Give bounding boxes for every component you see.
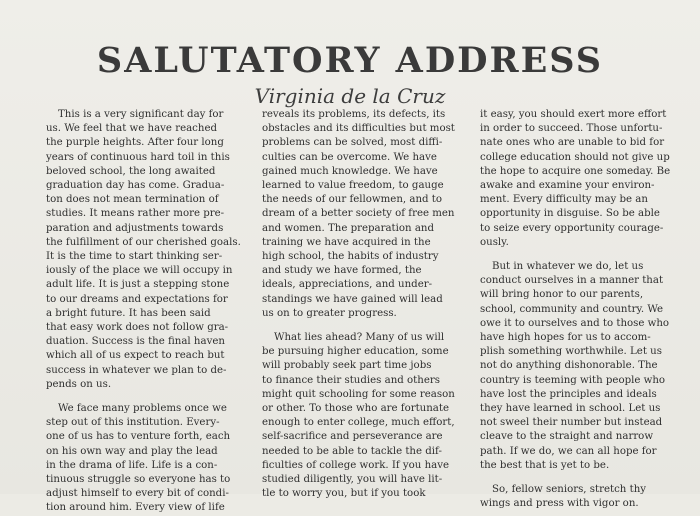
text-line: dream of a better society of free men xyxy=(262,208,455,220)
text-line: not sweel their number but instead xyxy=(480,417,663,429)
text-line: opportunity in disguise. So be able xyxy=(480,208,660,220)
text-line: that easy work does not follow gra- xyxy=(46,322,229,334)
text-line: to seize every opportunity courage- xyxy=(480,222,664,234)
text-line: us. We feel that we have reached xyxy=(46,123,217,135)
text-line: on his own way and play the lead xyxy=(46,445,218,457)
text-line: ideals, appreciations, and under- xyxy=(262,279,433,291)
text-line: will probably seek part time jobs xyxy=(262,360,432,372)
text-line: the hope to acquire one someday. Be xyxy=(480,165,671,177)
text-column-1 xyxy=(46,108,246,516)
text-line: So, fellow seniors, stretch thy xyxy=(492,484,647,496)
text-line: wings and press with vigor on. xyxy=(480,498,639,510)
text-line: self-sacrifice and perseverance are xyxy=(262,431,443,443)
text-line: studies. It means rather more pre- xyxy=(46,208,225,220)
text-line: standings we have gained will lead xyxy=(262,293,443,305)
text-column-3 xyxy=(480,108,680,511)
page-title: SALUTATORY ADDRESS xyxy=(96,40,604,81)
text-line: which all of us expect to reach but xyxy=(46,350,225,362)
text-line: step out of this institution. Every- xyxy=(46,417,220,429)
text-line: beloved school, the long awaited xyxy=(46,165,216,177)
text-line: not do anything dishonorable. The xyxy=(480,360,658,372)
text-line: studied diligently, you will have lit- xyxy=(262,474,443,486)
text-line: needed to be able to tackle the dif- xyxy=(262,445,442,457)
text-line: or other. To those who are fortunate xyxy=(262,403,449,415)
text-line: they have learned in school. Let us xyxy=(480,403,661,415)
text-line: adjust himself to every bit of condi- xyxy=(46,488,229,500)
paragraph-break xyxy=(480,250,680,260)
text-line: the best that is yet to be. xyxy=(480,459,610,471)
text-line: culties can be overcome. We have xyxy=(262,151,437,163)
text-line: will bring honor to our parents, xyxy=(480,289,644,301)
text-line: pends on us. xyxy=(46,378,112,390)
paragraph-break xyxy=(46,392,246,402)
text-line: graduation day has come. Gradua- xyxy=(46,180,225,192)
text-line: country is teeming with people who xyxy=(480,374,666,386)
text-line: enough to enter college, much effort, xyxy=(262,417,455,429)
text-line: duation. Success is the final haven xyxy=(46,336,225,348)
text-line: might quit schooling for some reason xyxy=(262,388,455,400)
text-line: obstacles and its difficulties but most xyxy=(262,123,455,135)
text-line: a bright future. It has been said xyxy=(46,307,211,319)
text-line: We face many problems once we xyxy=(58,403,227,415)
text-line: reveals its problems, its defects, its xyxy=(262,109,446,120)
text-line: the fulfillment of our cherished goals. xyxy=(46,236,241,248)
text-line: tle to worry you, but if you took xyxy=(262,488,426,500)
text-line: ment. Every difficulty may be an xyxy=(480,194,648,206)
text-line: to our dreams and expectations for xyxy=(46,293,228,305)
text-line: owe it to ourselves and to those who xyxy=(480,317,670,329)
text-line: gained much knowledge. We have xyxy=(262,165,438,177)
text-line: But in whatever we do, let us xyxy=(492,261,644,273)
text-line: path. If we do, we can all hope for xyxy=(480,445,657,457)
text-line: have high hopes for us to accom- xyxy=(480,332,651,344)
text-line: adult life. It is just a stepping stone xyxy=(46,279,230,291)
text-line: What lies ahead? Many of us will xyxy=(274,332,445,344)
text-line: it easy, you should exert more effort xyxy=(480,109,667,120)
text-line: in order to succeed. Those unfortu- xyxy=(480,123,663,135)
text-line: one of us has to venture forth, each xyxy=(46,431,231,443)
text-line: plish something worthwhile. Let us xyxy=(480,346,662,358)
text-line: the needs of our fellowmen, and to xyxy=(262,194,442,206)
text-line: nate ones who are unable to bid for xyxy=(480,137,665,149)
text-line: and study we have formed, the xyxy=(262,265,422,277)
text-line: tion around him. Every view of life xyxy=(46,502,225,514)
text-line: paration and adjustments towards xyxy=(46,222,224,234)
text-line: be pursuing higher education, some xyxy=(262,346,449,358)
text-line: It is the time to start thinking ser- xyxy=(46,251,223,263)
text-line: learned to value freedom, to gauge xyxy=(262,180,444,192)
text-line: cleave to the straight and narrow xyxy=(480,431,654,443)
text-line: high school, the habits of industry xyxy=(262,251,439,263)
text-line: problems can be solved, most diffi- xyxy=(262,137,443,149)
text-line: ficulties of college work. If you have xyxy=(262,459,449,471)
text-line: have lost the principles and ideals xyxy=(480,388,657,400)
text-line: school, community and country. We xyxy=(480,303,663,315)
text-line: conduct ourselves in a manner that xyxy=(480,275,664,287)
text-line: in the drama of life. Life is a con- xyxy=(46,459,218,471)
paragraph-break xyxy=(262,321,462,331)
text-line: and women. The preparation and xyxy=(262,222,434,234)
text-line: success in whatever we plan to de- xyxy=(46,364,227,376)
text-line: This is a very significant day for xyxy=(58,109,224,120)
text-line: the purple heights. After four long xyxy=(46,137,224,149)
text-line: college education should not give up xyxy=(480,151,670,163)
text-line: years of continuous hard toil in this xyxy=(46,151,230,163)
text-line: iously of the place we will occupy in xyxy=(46,265,233,277)
text-line: training we have acquired in the xyxy=(262,236,431,248)
text-line: to finance their studies and others xyxy=(262,374,440,386)
text-line: ously. xyxy=(480,236,509,248)
text-line: us on to greater progress. xyxy=(262,307,397,319)
text-line: ton does not mean termination of xyxy=(46,194,219,206)
paragraph-break xyxy=(480,473,680,483)
text-column-2 xyxy=(262,108,462,501)
author-byline: Virginia de la Cruz xyxy=(254,84,446,108)
text-line: awake and examine your environ- xyxy=(480,180,655,192)
text-line: tinuous struggle so everyone has to xyxy=(46,474,231,486)
